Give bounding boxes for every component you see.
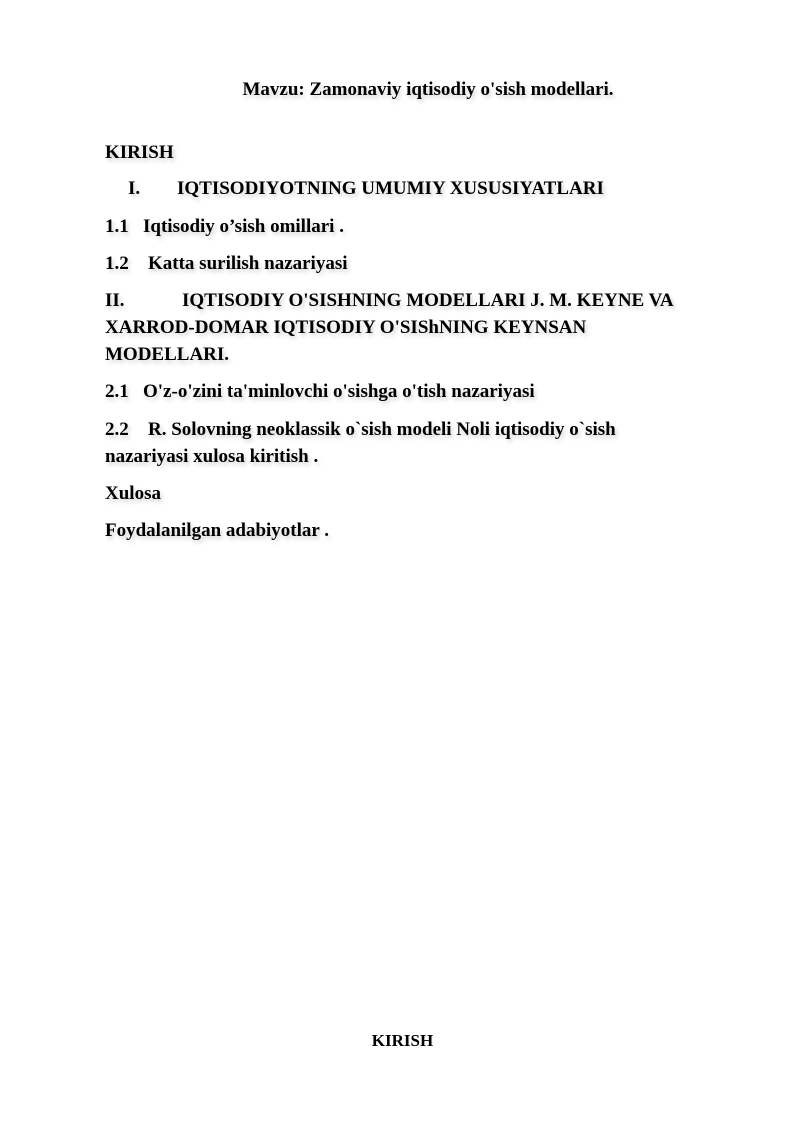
toc-section-2-2-line-1: [105, 416, 616, 443]
toc-part-2-label-line-2: XARROD-DOMAR IQTISODIY O'SIShNING KEYNSAN: [105, 317, 587, 338]
toc-section-1-1: [105, 213, 344, 240]
next-page-heading: KIRISH: [371, 1031, 434, 1050]
toc-section-2-2-label-line-2: nazariyasi xulosa kiritish .: [105, 446, 319, 467]
toc-part-2-label-line-1: IQTISODIY O'SISHNING MODELLARI J. M. KEYNE VA: [182, 290, 674, 311]
toc-part-1-number: I.: [128, 178, 141, 199]
document-title: Mavzu: Zamonaviy iqtisodiy o'sish modellari.: [242, 79, 614, 100]
toc-section-2-2-number: 2.2: [105, 419, 129, 440]
toc-part-2-label-line-3: MODELLARI.: [105, 344, 230, 365]
toc-section-2-1-number: 2.1: [105, 381, 129, 402]
toc-references: Foydalanilgan adabiyotlar .: [105, 520, 330, 541]
toc-part-2-line-1: [105, 287, 674, 314]
toc-section-1-1-label: Iqtisodiy o’sish omillari .: [143, 216, 344, 237]
toc-section-1-1-number: 1.1: [105, 216, 129, 237]
toc-section-2-2-label-line-1: R. Solovning neoklassik o`sish modeli Noli iqtisodiy o`sish: [148, 419, 616, 440]
toc-part-1-label: IQTISODIYOTNING UMUMIY XUSUSIYATLARI: [177, 178, 604, 199]
toc-conclusion: Xulosa: [105, 483, 161, 504]
toc-section-1-2-number: 1.2: [105, 253, 129, 274]
toc-intro: KIRISH: [105, 142, 174, 163]
toc-section-1-2-label: Katta surilish nazariyasi: [148, 253, 348, 274]
toc-section-2-1: [105, 378, 535, 405]
toc-section-2-1-label: O'z-o'zini ta'minlovchi o'sishga o'tish nazariyasi: [143, 381, 535, 402]
toc-section-1-2: [105, 250, 348, 277]
toc-part-1: [128, 175, 604, 202]
toc-part-2-number: II.: [105, 290, 125, 311]
